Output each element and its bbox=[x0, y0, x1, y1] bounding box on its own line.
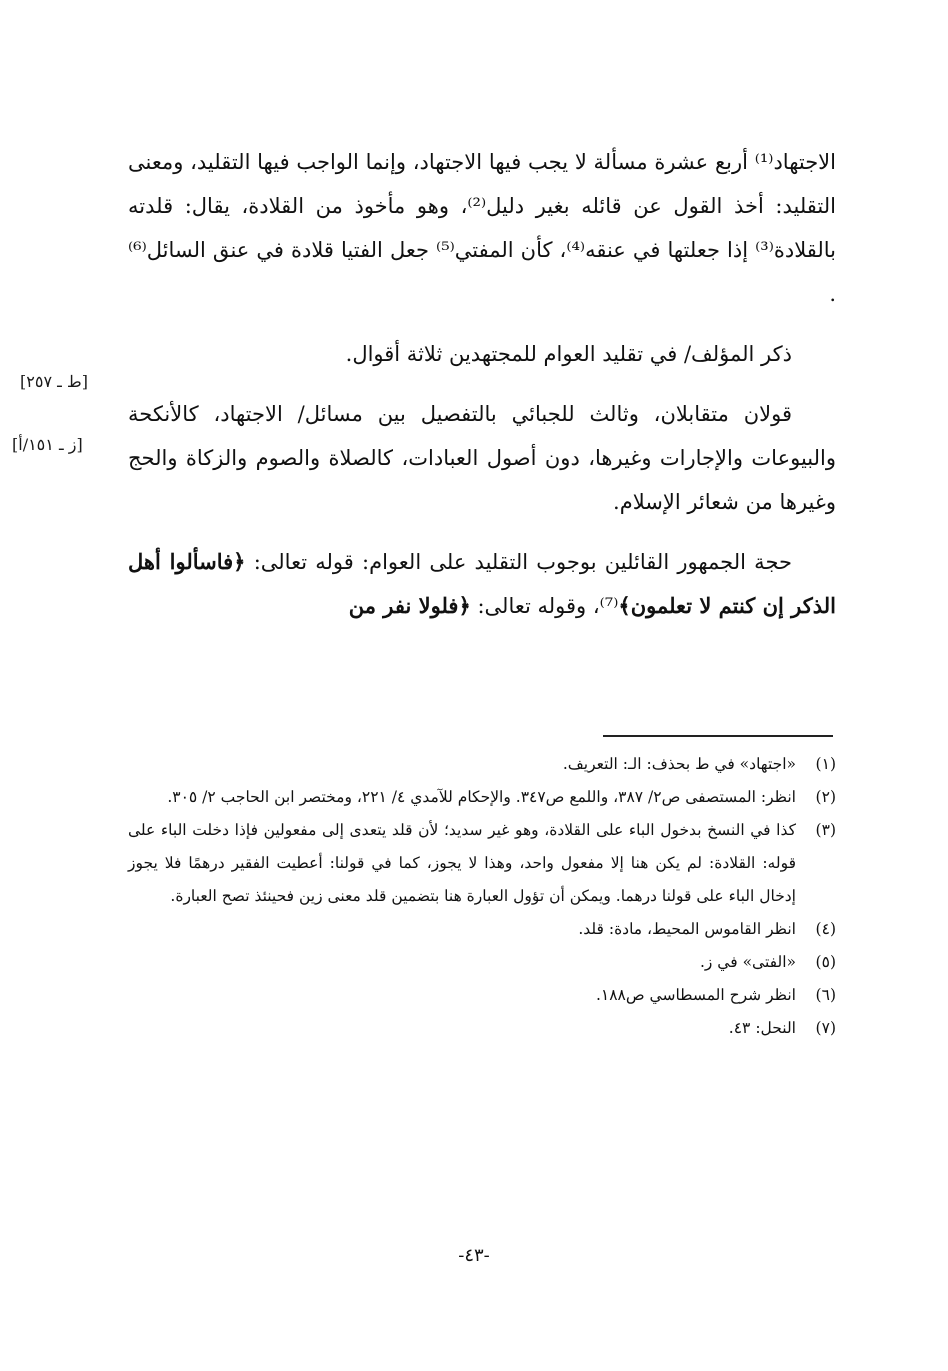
footnote-text: «الفتى» في ز. bbox=[699, 953, 796, 971]
footnote-number: (٦) bbox=[815, 986, 836, 1004]
footnote-text: انظر شرح المسطاسي ص١٨٨. bbox=[595, 986, 796, 1004]
footnote-text: انظر القاموس المحيط، مادة: قلد. bbox=[578, 920, 796, 938]
footnote-text: النحل: ٤٣. bbox=[728, 1019, 796, 1037]
footnote-number: (٥) bbox=[815, 953, 836, 971]
margin-reference-za: [ز ـ ١٥١/أ] bbox=[12, 435, 83, 454]
footnotes bbox=[128, 748, 836, 1045]
footnote bbox=[128, 1012, 836, 1045]
footnote bbox=[128, 946, 836, 979]
footnote bbox=[128, 814, 836, 913]
footnote-number: (٤) bbox=[815, 920, 836, 938]
paragraph-1: الاجتهاد⁽¹⁾ أربع عشرة مسألة لا يجب فيها الاجتهاد، وإنما الواجب فيها التقليد، ومعنى التقليد: أخذ القول عن قائله بغير دليل⁽²⁾، وهو مأخوذ من القلادة، يقال: قلدته بالقلادة⁽³⁾ إذا جعلتها في عنقه⁽⁴⁾، كأن المفتي⁽⁵⁾ جعل الفتيا قلادة في عنق السائل⁽⁶⁾ . bbox=[128, 150, 836, 306]
footnote-number: (٧) bbox=[815, 1019, 836, 1037]
margin-reference-ta: [ط ـ ٢٥٧] bbox=[20, 372, 88, 391]
page-number: -٤٣- bbox=[458, 1245, 490, 1266]
footnote-text: كذا في النسخ بدخول الباء على القلادة، وهو غير سديد؛ لأن قلد يتعدى إلى مفعولين فإذا دخلت الباء على قوله: القلادة: لم يكن هنا إلا مفعول واحد، وهذا لا يجوز، كما في قولنا: أعطيت الفقير درهمًا فلا يجوز إدخال الباء على قولنا درهما. ويمكن أن تؤول العبارة هنا بتضمين قلد معنى زين فحينئذ تصح العبارة. bbox=[128, 821, 796, 905]
quran-verse-1: ﴿فاسألوا أهل الذكر إن كنتم لا تعلمون﴾ bbox=[128, 549, 836, 618]
paragraph-4-ref: ⁽⁷⁾، وقوله تعالى: bbox=[477, 594, 619, 618]
paragraph-2: ذكر المؤلف/ في تقليد العوام للمجتهدين ثلاثة أقوال. bbox=[345, 342, 792, 366]
footnote bbox=[128, 979, 836, 1012]
footnote-number: (٢) bbox=[815, 788, 836, 806]
main-text bbox=[128, 140, 836, 644]
footnote-separator bbox=[603, 735, 833, 737]
paragraph-4 bbox=[128, 540, 836, 628]
footnote-number: (١) bbox=[815, 755, 836, 773]
paragraph-4-intro: حجة الجمهور القائلين بوجوب التقليد على العوام: قوله تعالى: bbox=[253, 550, 792, 574]
quran-verse-2: ﴿فلولا نفر من bbox=[348, 593, 471, 618]
footnote bbox=[128, 781, 836, 814]
paragraph-3: قولان متقابلان، وثالث للجبائي بالتفصيل بين مسائل/ الاجتهاد، كالأنكحة والبيوعات والإجارات وغيرها، دون أصول العبادات، كالصلاة والصوم والزكاة والحج وغيرها من شعائر الإسلام. bbox=[128, 402, 836, 514]
footnote bbox=[128, 913, 836, 946]
footnote bbox=[128, 748, 836, 781]
footnote-text: «اجتهاد» في ط بحذف: الـ: التعريف. bbox=[562, 755, 796, 773]
footnote-text: انظر: المستصفى ص٢/ ٣٨٧، واللمع ص٣٤٧. والإحكام للآمدي ٤/ ٢٢١، ومختصر ابن الحاجب ٢/ ٣٠٥. bbox=[167, 788, 796, 806]
footnote-number: (٣) bbox=[815, 821, 836, 839]
